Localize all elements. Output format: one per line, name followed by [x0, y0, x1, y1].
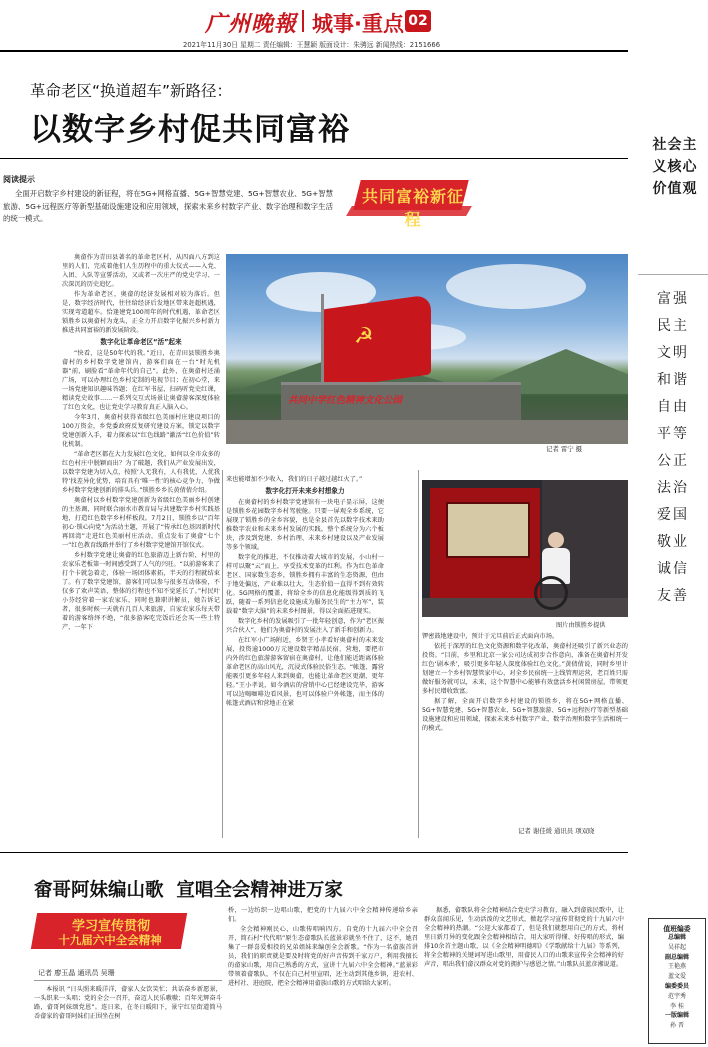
subheading: 数字化打开未来乡村想象力	[265, 487, 345, 495]
article2-headline: 畲哥阿妹编山歌 宣唱全会精神进万家	[34, 880, 343, 901]
paragraph: 据了解，全面开启数字乡村建设的锁胜乡，将在5G+网格直播、5G+智慧党建、5G+智慧农业、5G+智慧旅游、5G+远程医疗等新型基础设施建设和应用领域，探索未来乡村数字产业、数字治理和数字生活相统一的模式。	[422, 698, 628, 732]
value-item: 和谐	[657, 372, 689, 388]
value-item: 法治	[657, 480, 689, 496]
article2-col3	[424, 906, 624, 970]
masthead-divider	[302, 10, 304, 32]
staff-title: 值班编委	[663, 925, 691, 933]
article1-col3	[422, 632, 628, 734]
staff-line: 王艳燕	[667, 963, 686, 971]
paragraph: 乡村数字党建让奥畲的红色旅游迈上新台阶，村里的农家乐老板第一时间感受到了人气的兴旺。“以前游客来了打个卡就急着走，体验一场团体素拓，半天的行程就结束了。有了数字党建馆，游客们可以参与很多互动体验，不仅多了欢声笑语，整体的行程也不知不觉延长了。”村民叶小芬经营着一家农家乐，同时也兼职讲解员，她告诉记者，很多时候一天就有几百人来旅游，自家农家乐每天带着的游客络绎不绝，“很多游客吃完饭后还会买一些土特产，一年下	[62, 552, 220, 631]
staff-line: 总编辑	[667, 934, 686, 941]
staff-line: 范宇秀	[667, 992, 686, 1000]
staff-line: 编委委员	[664, 982, 689, 990]
paragraph: 在奥畲村的乡村数字党建馆有一块电子显示屏，这便是锁胜乡花园数字乡村驾驶舱。只要一屏观全乡系统，它展现了锁胜乡的全乡容貌，也是全县首先以数字技术来助推数字农业和未来乡村发展的实践。整个系统分为六个板块，涉及到党建、乡村治理、未来乡村建设以及产业发展等多个领域。	[226, 499, 384, 551]
paragraph: 来也能增加不少收入，我们的日子越过越红火了。”	[226, 476, 363, 483]
page-number-badge	[405, 10, 431, 32]
sidebar-header: 社会主义核心价值观	[652, 137, 698, 197]
value-item: 民主	[657, 318, 689, 334]
photo1-credit: 记者 雷宁 摄	[546, 445, 583, 453]
paragraph: 奥畲村以乡村数字党建创新为省级红色美丽乡村创建的主基调，同时联合丽水市教育局与共建数字乡村实践基地，打造红色数字乡村样板段。7月2日，锁胜乡以“百年初心·锁心向党”为活动主题，开展了“传承红色基因新时代 再回湾”走进红色美丽村庄活动，重点发布了奥畲“七个一”红色教育线路并举行了乡村数字党建馆开馆仪式。	[62, 497, 220, 549]
value-item: 自由	[657, 399, 689, 415]
value-item: 平等	[657, 426, 689, 442]
dateline: 2021年11月30日 星期二 责任编辑：王慧颖 版面设计：朱骋远 新闻热线：2151666	[183, 41, 441, 49]
lead-text: 全面开启数字乡村建设的新征程，将在5G+网格直播、5G+智慧党建、5G+智慧农业、5G+智慧旅游、5G+远程医疗等新型基础设施建设和应用领域，探索未来乡村数字产业、数字治理和数字生活的统一模式。	[3, 189, 333, 223]
staff-line: 蓝文爱	[667, 973, 686, 981]
article2-top-rule	[0, 852, 628, 853]
paragraph: 全会精神刚民心，山歌传唱响四方。自党的十九届六中全会召开，简石村“代代唱”原生态畲歌队长蓝景彩就坐不住了，这不，她召集了一群喜爱相投的兄弟姐妹来编创全会新歌。“作为一名畲族首讲员，我们的职责就是要及时将党的好声音传到千家万户，利用我擅长的畲家山歌，用自己熟悉的方式，宣讲十九届六中全会精神。”蓝景彩带领着畲歌队，不仅在自己村里宣唱，还主动到其他乡镇，进农村、进村社、进庭院，把全会精神用畲族山歌的方式唱给大家听。	[228, 926, 418, 987]
flag-pole	[321, 294, 324, 394]
paper-name: 广州晚報	[205, 11, 298, 37]
article1-byline: 记者 谢佳煖 通讯员 项双晓	[518, 827, 595, 835]
staff-line: 李 桂	[670, 1002, 684, 1010]
column-rule	[222, 470, 223, 838]
flag-emblem: ☭	[354, 324, 374, 349]
wheelchair-wheel	[534, 576, 568, 610]
article2-byline: 记者 廖玉晶 通讯员 吴珊	[38, 969, 115, 977]
person-figure	[548, 532, 564, 548]
column-badge	[337, 176, 472, 229]
monument-inscription: 共同中学红色精神文化公园	[288, 395, 403, 406]
floor	[422, 598, 628, 617]
paragraph: 作为革命老区，奥畲的经济发展相对较为落后。但是，数字经济时代，往往给经济后发地区带来赶超机遇，实现弯道超车。恰逢建党100周年的时代机遇，革命老区锁胜乡以奥畲村为龙头，正全力开启数字化振兴乡村新力推进共同富裕的新发展阶段。	[62, 291, 220, 334]
ground	[226, 420, 628, 444]
value-item: 公正	[657, 453, 689, 469]
page-number: 02	[408, 13, 428, 29]
title-rule	[0, 158, 628, 159]
article1-kicker: 革命老区“换道超车”新路径：	[30, 82, 233, 100]
article2-col1	[34, 985, 222, 1022]
red-flag-sculpture	[321, 294, 431, 389]
staff-line: 副总编辑	[664, 953, 689, 961]
masthead-rule	[0, 50, 628, 52]
sidebar-value-list	[648, 286, 698, 610]
value-item: 友善	[657, 588, 689, 604]
paragraph: 数字化的推进，不仅推动着大城市的发展，小山村一样可以聚“云”而上，享受技术变革的红利。作为红色革命老区、国家数生态乡，锁胜乡拥有丰富的生态资源，但由于地处偏远，产业难以壮大，生态价值一直得不到有效转化。5G网格的覆盖，将给全乡的信息化能级得到质的飞跃，随着一系列信息化设施成为服务民生的“主力军”，装载着“数字大脑”的未来乡村图景，得以全面拓进现实。	[226, 554, 384, 615]
paragraph: 据悉，畲歌队将全会精神结合党史学习教育，融入到畲族民歌中，让群众喜闻乐见，生动活泼的文艺形式，掀起学习宣传贯彻党的十九届六中全会精神的热潮。“公迎大家都看了，但是我们就想用自己的方式，将村里日新月异的变化跟全会精神相结合，用大家听得懂、好传唱的形式，编排10余首主题山歌，以《全会精神明德唱》《学歌献给十九届》等系列，将全会精神的关键词写进山歌里，用畲民人口的山歌来宣传全会精神的好声音，唱出我们畲汉群众对党的拥护与感恩之情。”山歌队员蓝彦湘说道。	[424, 907, 624, 968]
badge-line-2: 十九届六中全会精神	[58, 933, 162, 947]
paragraph: 锣密鼓地建设中，预计于元旦前后正式面向市场。	[422, 633, 559, 640]
section-title: 城事·重点	[312, 12, 404, 36]
paragraph: 本报讯 “日头照来暖洋洋，畲家人女饮笑忙；共话奋乡新愿景，一头织来一头唱；党的全会一召开，奋迈人民乐嗷嗷；百年光辉奋斗路，畲哥阿妹颂党恩”。连日来，在冬日暖阳下，景宁红星街道简马岙畲家的畲哥阿妹们正围坐在树	[34, 986, 222, 1020]
badge-line-1: 学习宣传贯彻	[71, 919, 150, 934]
value-item: 爱国	[657, 507, 689, 523]
value-item: 富强	[657, 291, 689, 307]
badge-text: 共同富裕新征程	[361, 187, 464, 229]
staff-line: 一版编辑	[664, 1012, 689, 1020]
staff-line: 孙 晋	[670, 1022, 684, 1030]
photo2-caption: 图片由锁胜乡提供	[556, 622, 606, 629]
sidebar-values	[638, 54, 708, 854]
subheading: 数字化让革命老区“活”起来	[100, 338, 182, 346]
paragraph: 在红军小广场附近，乡贤王小孝看好奥畲村的未来发展，投资逾1000万元建设数字精品民宿、营地，要把市内外的红色旅游游客留宿在奥畲村，让他们能近距离体验革命老区的高山风光，沉浸式体验民俗生态。“帐篷、露营能吸引更多年轻人来到奥畲，也能让革命老区更潮、更年轻。”王小孝说，如今酒店的营销中心已经建设完毕，游客可以边喝咖啡边看风景，也可以体验户外帐篷，而主体的帐篷式酒店和营地正在紧	[226, 637, 384, 707]
lead-label: 阅读提示	[3, 175, 35, 184]
paragraph: 今年3月，奥畲村获得省级红色美丽村庄建设项目的100万资金，乡党委政府反复研究建设方案，锁定以数字党建创新入手，着力探索以“红色线路”激活“红色价值”转化机制。	[62, 414, 220, 448]
paragraph: 依托于深厚的红色文化资源和数字化改革，奥畲村还吸引了新兴业态的投资。“目前，乡里和北京一家公司达成初步合作意向，准备在奥畲村开发红色‘剧本杀’，吸引更多年轻人深度体验红色文化。”黄倩倩说，同时乡里计划建立一个乡村智慧管家中心，对全乡民宿统一上线管理运营，老百姓只需做好服务就可以，未来，这个智慧中心能够有效盘活乡村闲置房屋，带领更多村民增收致富。	[422, 643, 628, 695]
cloud	[446, 264, 586, 309]
staff-box	[648, 918, 706, 1044]
paragraph: 数字化乡村的发展吸引了一批年轻创意，作为“老区振兴合伙人”，他们为奥畲村的发展注入了新手和创新力。	[226, 618, 384, 634]
display-screen	[446, 502, 530, 558]
paragraph: 桥，一边纺织一边唱山歌，把党的十九届六中全会精神传递给乡亲们。	[228, 907, 418, 923]
masthead	[0, 0, 708, 52]
paragraph: “快看，这是50年代的我。”近日，在青田县锁胜乡奥畲村的乡村数字党建馆内，游客们面在一台“时光机器”前，刷脸看“革命年代的自己”。此外，在奥畲村还涌广场，可以办理红色乡村定制的电视节目；在初心堂，来一场党建知识趣味答题；在红军书屋，扫码听党史红课，精读党史故事……一系列交互式场景让奥畲游客深度体验了红色文化，也让党史学习教育真正入脑入心。	[62, 350, 220, 411]
article2-col2	[228, 906, 418, 989]
sidebar-divider	[638, 274, 708, 275]
article1-col2	[226, 475, 384, 709]
paragraph: 奥畲作为青田县著名的革命老区村，从四面八方到这里的人们，完成着他们人生历程中的重大仪式——入党、入团、入队等宣誓活动，又或者一次庄严的党史学习、一次深沉的历史追忆。	[62, 254, 220, 288]
photo-monument	[226, 254, 628, 444]
value-item: 诚信	[657, 561, 689, 577]
paragraph: “革命老区都在大力发展红色文化，如何以全市众多的红色村庄中脱颖而出？为了破题，我们从产业发展出发，以数字党建为切入点，按照‘人无我有，人有我优，人优我特’找差异化优势，培育具有‘唯一性’的核心竞争力，争做乡村数字党建创新的排头兵。”锁胜乡乡长黄倩倩介绍。	[62, 451, 220, 494]
value-item: 文明	[657, 345, 689, 361]
article1-headline: 以数字乡村促共同富裕	[30, 112, 350, 148]
article1-col1	[62, 253, 220, 633]
staff-line: 吴祥起	[667, 943, 686, 951]
article2-byline-rule	[34, 980, 222, 981]
column-rule	[418, 470, 419, 838]
photo-museum	[422, 480, 628, 617]
value-item: 敬业	[657, 534, 689, 550]
